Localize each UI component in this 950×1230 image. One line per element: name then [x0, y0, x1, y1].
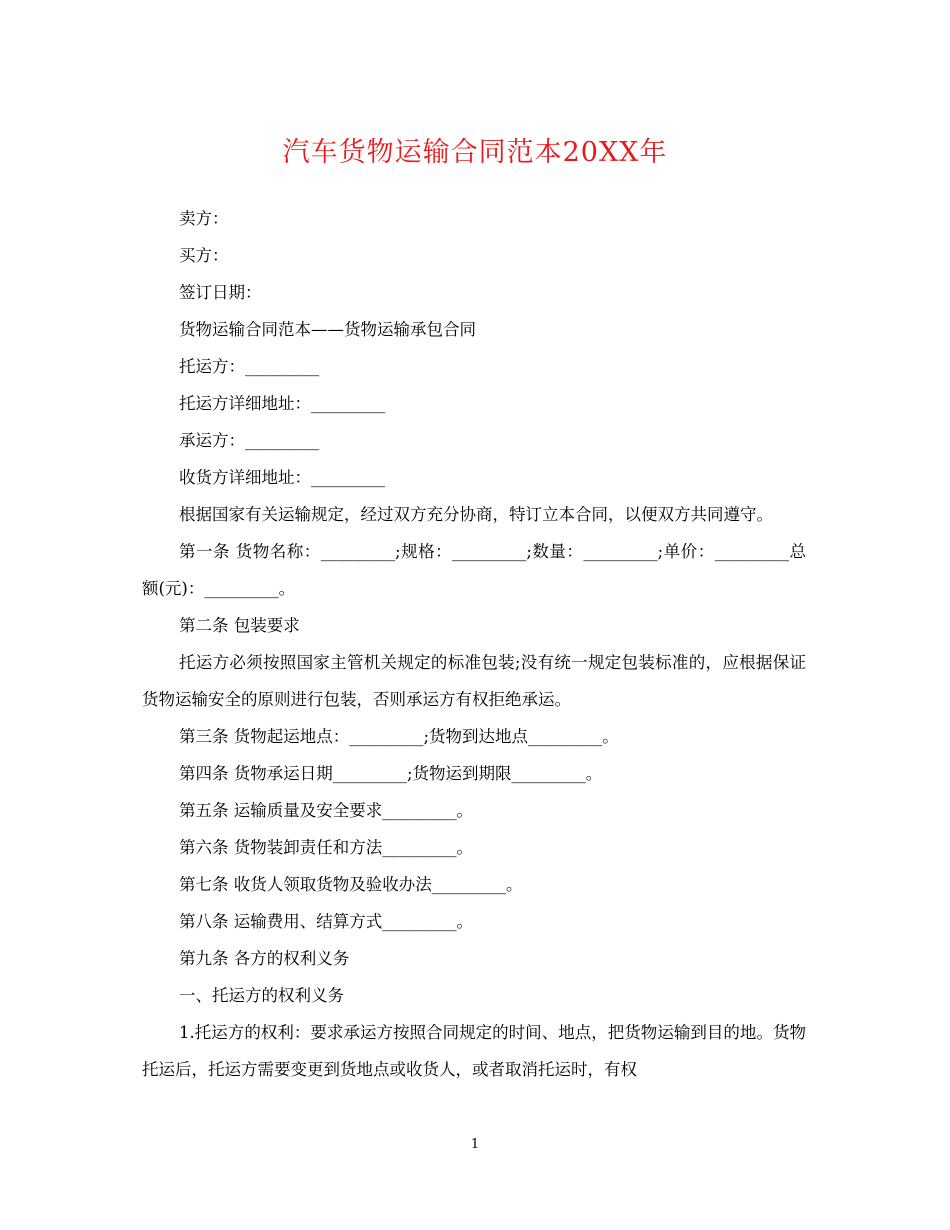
consignee-address-line: 收货方详细地址：_________ [179, 468, 386, 487]
document-title: 汽车货物运输合同范本20XX年 [282, 137, 668, 168]
article-3: 第三条 货物起运地点：_________;货物到达地点_________。 [179, 727, 619, 746]
section-1-item-1: 1.托运方的权利：要求承运方按照合同规定的时间、地点，把货物运输到目的地。货物托运后，托运方需要变更到货地点或收货人，或者取消托运时，有权 [142, 1023, 806, 1079]
signing-date-line: 签订日期： [179, 283, 262, 302]
document-body [142, 200, 806, 1088]
seller-line: 卖方： [179, 209, 229, 228]
page-number: 1 [470, 1137, 480, 1152]
article-1: 第一条 货物名称：_________;规格：_________;数量：_________;单价：_________总额(元)：_________。 [142, 542, 806, 598]
article-8: 第八条 运输费用、结算方式_________。 [179, 912, 473, 931]
article-5: 第五条 运输质量及安全要求_________。 [179, 801, 473, 820]
article-7: 第七条 收货人领取货物及验收办法_________。 [179, 875, 523, 894]
shipper-line: 托运方：_________ [179, 357, 320, 376]
article-4: 第四条 货物承运日期_________;货物运到期限_________。 [179, 764, 603, 783]
intro-paragraph: 根据国家有关运输规定，经过双方充分协商，特订立本合同，以便双方共同遵守。 [179, 505, 773, 524]
carrier-line: 承运方：_________ [179, 431, 320, 450]
article-2-text: 托运方必须按照国家主管机关规定的标准包装;没有统一规定包装标准的，应根据保证货物运输安全的原则进行包装，否则承运方有权拒绝承运。 [142, 653, 806, 709]
section-1-heading: 一、托运方的权利义务 [179, 986, 344, 1005]
article-9: 第九条 各方的权利义务 [179, 949, 350, 968]
contract-subtitle: 货物运输合同范本——货物运输承包合同 [179, 320, 476, 339]
shipper-address-line: 托运方详细地址：_________ [179, 394, 386, 413]
article-6: 第六条 货物装卸责任和方法_________。 [179, 838, 473, 857]
article-2-heading: 第二条 包装要求 [179, 616, 300, 635]
buyer-line: 买方： [179, 246, 229, 265]
